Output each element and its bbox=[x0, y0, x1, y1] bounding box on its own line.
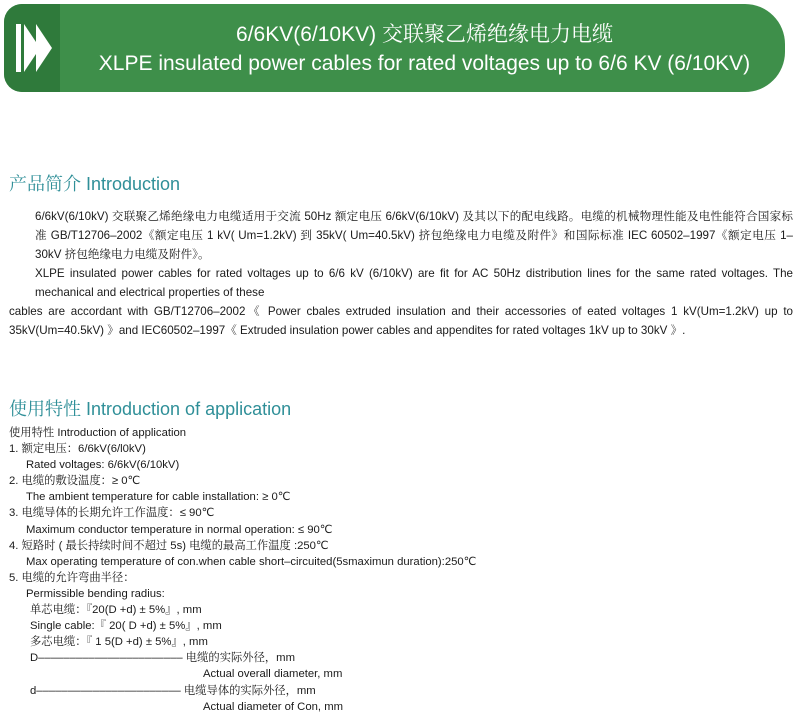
list-item: Rated voltages: 6/6kV(6/10kV) bbox=[26, 459, 180, 472]
list-item: Single cable:『 20( D +d) ± 5%』, mm bbox=[30, 620, 222, 633]
list-item: Actual overall diameter, mm bbox=[203, 668, 343, 681]
list-item: 2. 电缆的敷设温度：≥ 0℃ bbox=[9, 475, 141, 488]
title-chinese: 6/6KV(6/10KV) 交联聚乙烯绝缘电力电缆 bbox=[236, 23, 613, 46]
list-item: 使用特性 Introduction of application bbox=[9, 427, 187, 439]
list-item: 3. 电缆导体的长期允许工作温度：≤ 90℃ bbox=[9, 507, 215, 520]
list-item: Permissible bending radius: bbox=[26, 587, 165, 600]
intro-en-line2: cables are accordant with GB/T12706–2002《 Power cbales extruded insulation and their accessories of eated voltages 1 kV(Um=1.2kV) up to 35kV(Um=40.5kV) 》and IEC60502–1997《 Extruded insulation power cables and appendites for rated voltages 1kV up to 30kV 》. bbox=[9, 305, 793, 337]
application-heading: 使用特性 Introduction of application bbox=[9, 399, 292, 419]
list-item: The ambient temperature for cable installation: ≥ 0℃ bbox=[26, 491, 291, 504]
intro-cn-text: 6/6kV(6/10kV) 交联聚乙烯绝缘电力电缆适用于交流 50Hz 额定电压 6/6kV(6/10kV) 及其以下的配电线路。电缆的机械物理性能及电性能符合国家标准 GB/T12706–2002《额定电压 1 kV( Um=1.2kV) 到 35kV( Um=40.5kV) 挤包绝缘电力电缆及附件》和国际标准 IEC 60502–1997《额定电压 1–30kV 挤包绝缘电力电缆及附件》。 bbox=[35, 210, 793, 261]
list-item: d––––––––––––––––––––––– 电缆导体的实际外径，mm bbox=[30, 684, 316, 697]
list-item: D––––––––––––––––––––––– 电缆的实际外径，mm bbox=[30, 652, 295, 665]
list-item: 5. 电缆的允许弯曲半径： bbox=[9, 571, 135, 584]
list-item: Maximum conductor temperature in normal operation: ≤ 90℃ bbox=[26, 523, 333, 536]
list-item: Actual diameter of Con, mm bbox=[203, 700, 344, 713]
intro-heading: 产品简介 Introduction bbox=[9, 174, 181, 194]
list-item: 单芯电缆：『20(D +d) ± 5%』, mm bbox=[30, 604, 202, 617]
application-list bbox=[9, 425, 476, 715]
list-item: Max operating temperature of con.when cable short–circuited(5smaximun duration):250℃ bbox=[26, 555, 477, 568]
intro-en-line1: XLPE insulated power cables for rated voltages up to 6/6 kV (6/10kV) are fit for AC 50Hz distribution lines for the same rated voltages. The mechanical and electrical properties of these bbox=[35, 267, 793, 299]
list-item: 1. 额定电压：6/6kV(6/l0kV) bbox=[9, 443, 146, 456]
intro-cn-paragraph bbox=[9, 207, 793, 264]
list-item: 多芯电缆：『 1 5(D +d) ± 5%』, mm bbox=[30, 636, 208, 649]
title-english: XLPE insulated power cables for rated voltages up to 6/6 KV (6/10KV) bbox=[98, 52, 751, 75]
list-item: 4. 短路时 ( 最长持续时间不超过 5s) 电缆的最高工作温度 :250℃ bbox=[9, 539, 329, 552]
title-banner bbox=[4, 4, 785, 92]
intro-en-paragraph bbox=[9, 264, 793, 340]
